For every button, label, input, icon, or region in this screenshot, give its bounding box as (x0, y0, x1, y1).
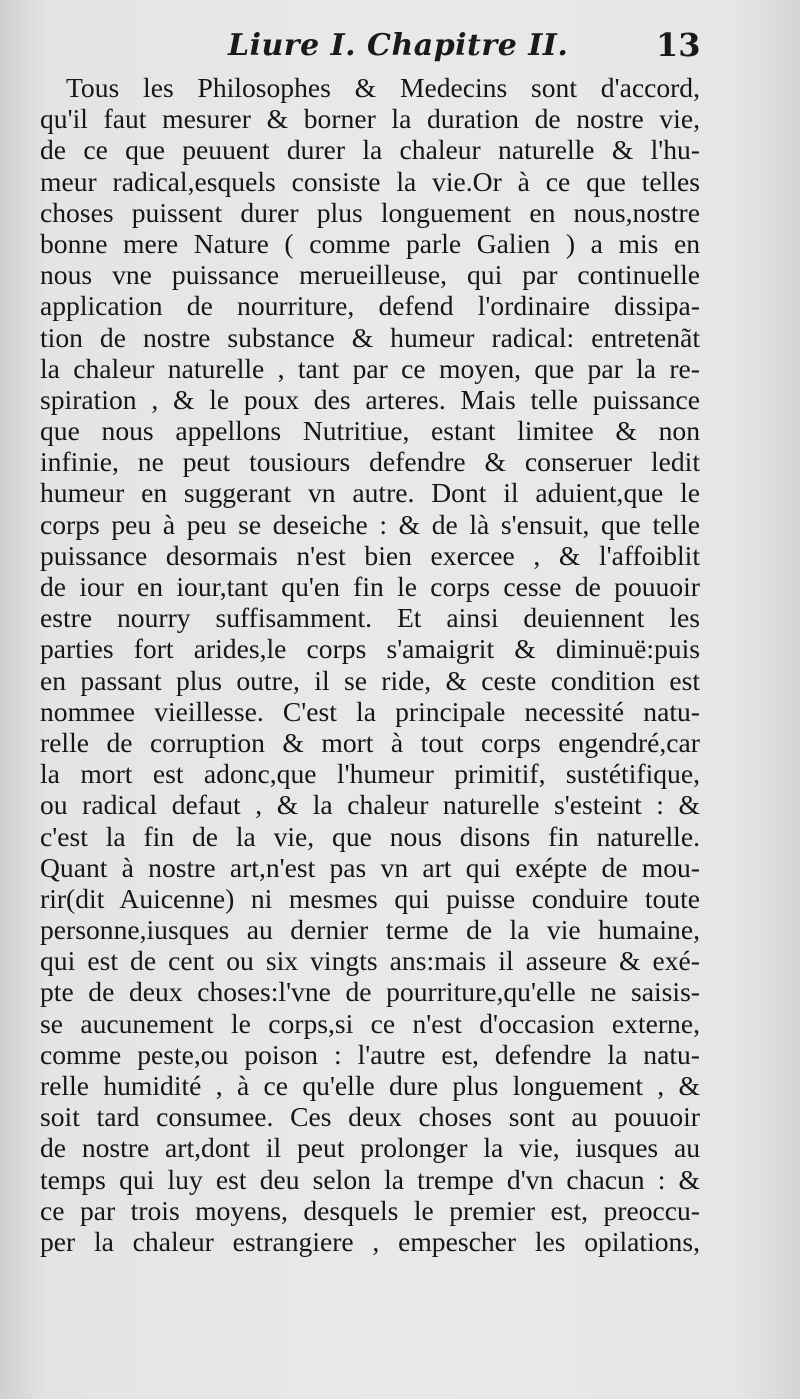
text-line: de nostre art,dont il peut prolonger la vie, iusques au (40, 1132, 700, 1164)
text-line: pte de deux choses:l'vne de pourriture,qu'elle ne saisis- (40, 976, 700, 1008)
text-line: relle humidité , à ce qu'elle dure plus longuement , & (40, 1070, 700, 1101)
text-line: la chaleur naturelle , tant par ce moyen, que par la re- (40, 352, 700, 384)
text-line: qui est de cent ou six vingts ans:mais il asseure & exé- (40, 945, 700, 977)
text-line: ou radical defaut , & la chaleur naturelle s'esteint : & (40, 789, 700, 821)
text-line: application de nourriture, defend l'ordinaire dissipa- (40, 290, 700, 322)
text-line: que nous appellons Nutritiue, estant limitee & non (40, 415, 700, 447)
text-line: puissance desormais n'est bien exercee , & l'affoiblit (40, 539, 700, 571)
text-line: la mort est adonc,que l'humeur primitif, sustétifique, (40, 758, 700, 790)
text-line: de iour en iour,tant qu'en fin le corps cesse de pouuoir (40, 571, 700, 602)
text-line: infinie, ne peut tousiours defendre & conseruer ledit (40, 446, 700, 478)
text-line: comme peste,ou poison : l'autre est, defendre la natu- (40, 1038, 700, 1070)
running-head: Liure I. Chapitre II. (228, 28, 569, 63)
text-line: meur radical,esquels consiste la vie.Or à ce que telles (40, 165, 700, 197)
text-line: relle de corruption & mort à tout corps engendré,car (40, 726, 700, 758)
text-line: en passant plus outre, il se ride, & ceste condition est (40, 664, 700, 696)
text-line: spiration , & le poux des arteres. Mais telle puissance (40, 383, 700, 415)
text-line: rir(dit Auicenne) ni mesmes qui puisse conduire toute (40, 882, 700, 914)
text-line: de ce que peuuent durer la chaleur naturelle & l'hu- (40, 134, 700, 166)
text-line: nous vne puissance merueilleuse, qui par continuelle (40, 259, 700, 291)
text-line: estre nourry suffisamment. Et ainsi deuiennent les (40, 602, 700, 634)
text-line: humeur en suggerant vn autre. Dont il aduient,que le (40, 477, 700, 509)
text-line: se aucunement le corps,si ce n'est d'occasion externe, (40, 1007, 700, 1039)
text-line: ce par trois moyens, desquels le premier est, preoccu- (40, 1194, 700, 1226)
text-line: parties fort arides,le corps s'amaigrit & diminuë:puis (40, 633, 700, 665)
text-line: soit tard consumee. Ces deux choses sont au pouuoir (40, 1101, 700, 1133)
text-line: temps qui luy est deu selon la trempe d'vn chacun : & (40, 1163, 700, 1195)
text-line: choses puissent durer plus longuement en nous,nostre (40, 196, 700, 228)
text-line: Tous les Philosophes & Medecins sont d'accord, (66, 72, 700, 103)
text-line: nommee vieillesse. C'est la principale necessité natu- (40, 695, 700, 727)
text-line: qu'il faut mesurer & borner la duration de nostre vie, (40, 103, 700, 135)
text-line: c'est la fin de la vie, que nous disons fin naturelle. (40, 820, 700, 852)
body-text (40, 72, 700, 1257)
page-number: 13 (656, 26, 701, 64)
text-line: Quant à nostre art,n'est pas vn art qui exépte de mou- (40, 851, 700, 883)
page-header (0, 22, 800, 72)
text-line: tion de nostre substance & humeur radical: entretenãt (40, 321, 700, 353)
text-line: personne,iusques au dernier terme de la vie humaine, (40, 914, 700, 946)
text-line: per la chaleur estrangiere , empescher les opilations, (40, 1225, 700, 1257)
text-line: corps peu à peu se deseiche : & de là s'ensuit, que telle (40, 508, 700, 540)
text-line: bonne mere Nature ( comme parle Galien ) a mis en (40, 227, 700, 259)
